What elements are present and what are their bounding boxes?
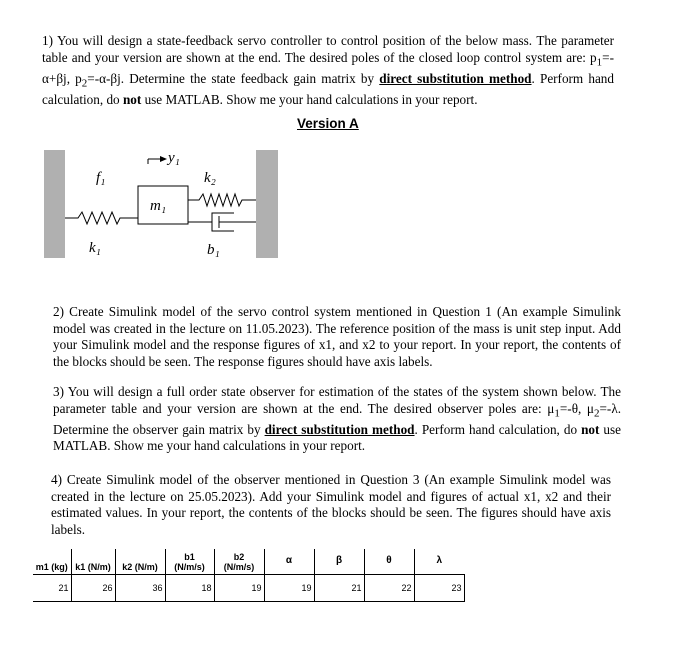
header-m1: m1 (kg) [33, 549, 71, 575]
label-b1: b₁ [207, 242, 220, 258]
question-4-text: 4) Create Simulink model of the observer mentioned in Question 3 (An example Simulink model was created in the lecture on 25.05.2023). Add your Simulink model and figures of actual x1, x2 and their estimated values. In your report, the contents of the blocks should be seen. The figures should have axis labels. [51, 472, 611, 537]
value-lambda: 23 [414, 575, 464, 602]
table-values-row [33, 575, 464, 602]
left-wall [44, 150, 65, 258]
mass-spring-damper-diagram [44, 148, 294, 260]
direct-substitution-method-emphasis: direct substitution method [379, 70, 532, 86]
question-3-text: 3) You will design a full order state observer for estimation of the states of the system shown below. The parameter table and your version are shown at the end. The desired observer poles are: $\mu_1=-\theta$, $\mu_2=-\lambda$. Determine the observer gain matrix by direct substitution method. Perform hand calculation, do not use MATLAB. Show me your hand calculations in your report. [53, 384, 622, 454]
label-k2: k₂ [204, 170, 216, 186]
header-beta: β [314, 549, 364, 575]
value-b1: 18 [165, 575, 214, 602]
spring-k1 [65, 212, 138, 224]
value-theta: 22 [364, 575, 414, 602]
value-k2: 36 [115, 575, 165, 602]
direct-substitution-method-emphasis: direct substitution method [264, 421, 415, 437]
question-1-text: 1) You will design a state-feedback servo controller to control position of the below mass. The parameter table and your version are shown at the end. The desired poles of the closed loop control system are: $p_1=-\alpha+\beta j$, $p_2=-\alpha-\beta j$. Determine the state feedback gain matrix by direct substitution method. Perform hand calculation, do not use MATLAB. Show me your hand calculations in your report. [42, 33, 614, 108]
version-label: Version A [297, 116, 359, 131]
header-b2: b2 (N/m/s) [214, 549, 264, 575]
right-wall [256, 150, 278, 258]
damper-b1 [188, 213, 256, 231]
value-k1: 26 [71, 575, 115, 602]
label-y1: y₁ [168, 150, 180, 166]
value-alpha: 19 [264, 575, 314, 602]
label-m1: m₁ [150, 198, 167, 214]
value-beta: 21 [314, 575, 364, 602]
parameter-table [33, 549, 465, 602]
value-b2: 19 [214, 575, 264, 602]
header-alpha: α [264, 549, 314, 575]
header-b1: b1 (N/m/s) [165, 549, 214, 575]
displacement-arrow [148, 156, 167, 164]
spring-k2 [188, 194, 256, 206]
header-k2: k2 (N/m) [115, 549, 165, 575]
label-k1: k₁ [89, 240, 101, 256]
label-f1: f₁ [96, 170, 106, 186]
header-k1: k1 (N/m) [71, 549, 115, 575]
header-theta: θ [364, 549, 414, 575]
question-2-text: 2) Create Simulink model of the servo control system mentioned in Question 1 (An example Simulink model was created in the lecture on 11.05.2023). The reference position of the mass is unit step input. Add your Simulink model and the response figures of x1, and x2 to your report. In your report, the contents of the blocks should be seen. The response figures should have axis labels. [53, 304, 621, 369]
value-m1: 21 [33, 575, 71, 602]
table-header-row [33, 549, 464, 575]
header-lambda: λ [414, 549, 464, 575]
